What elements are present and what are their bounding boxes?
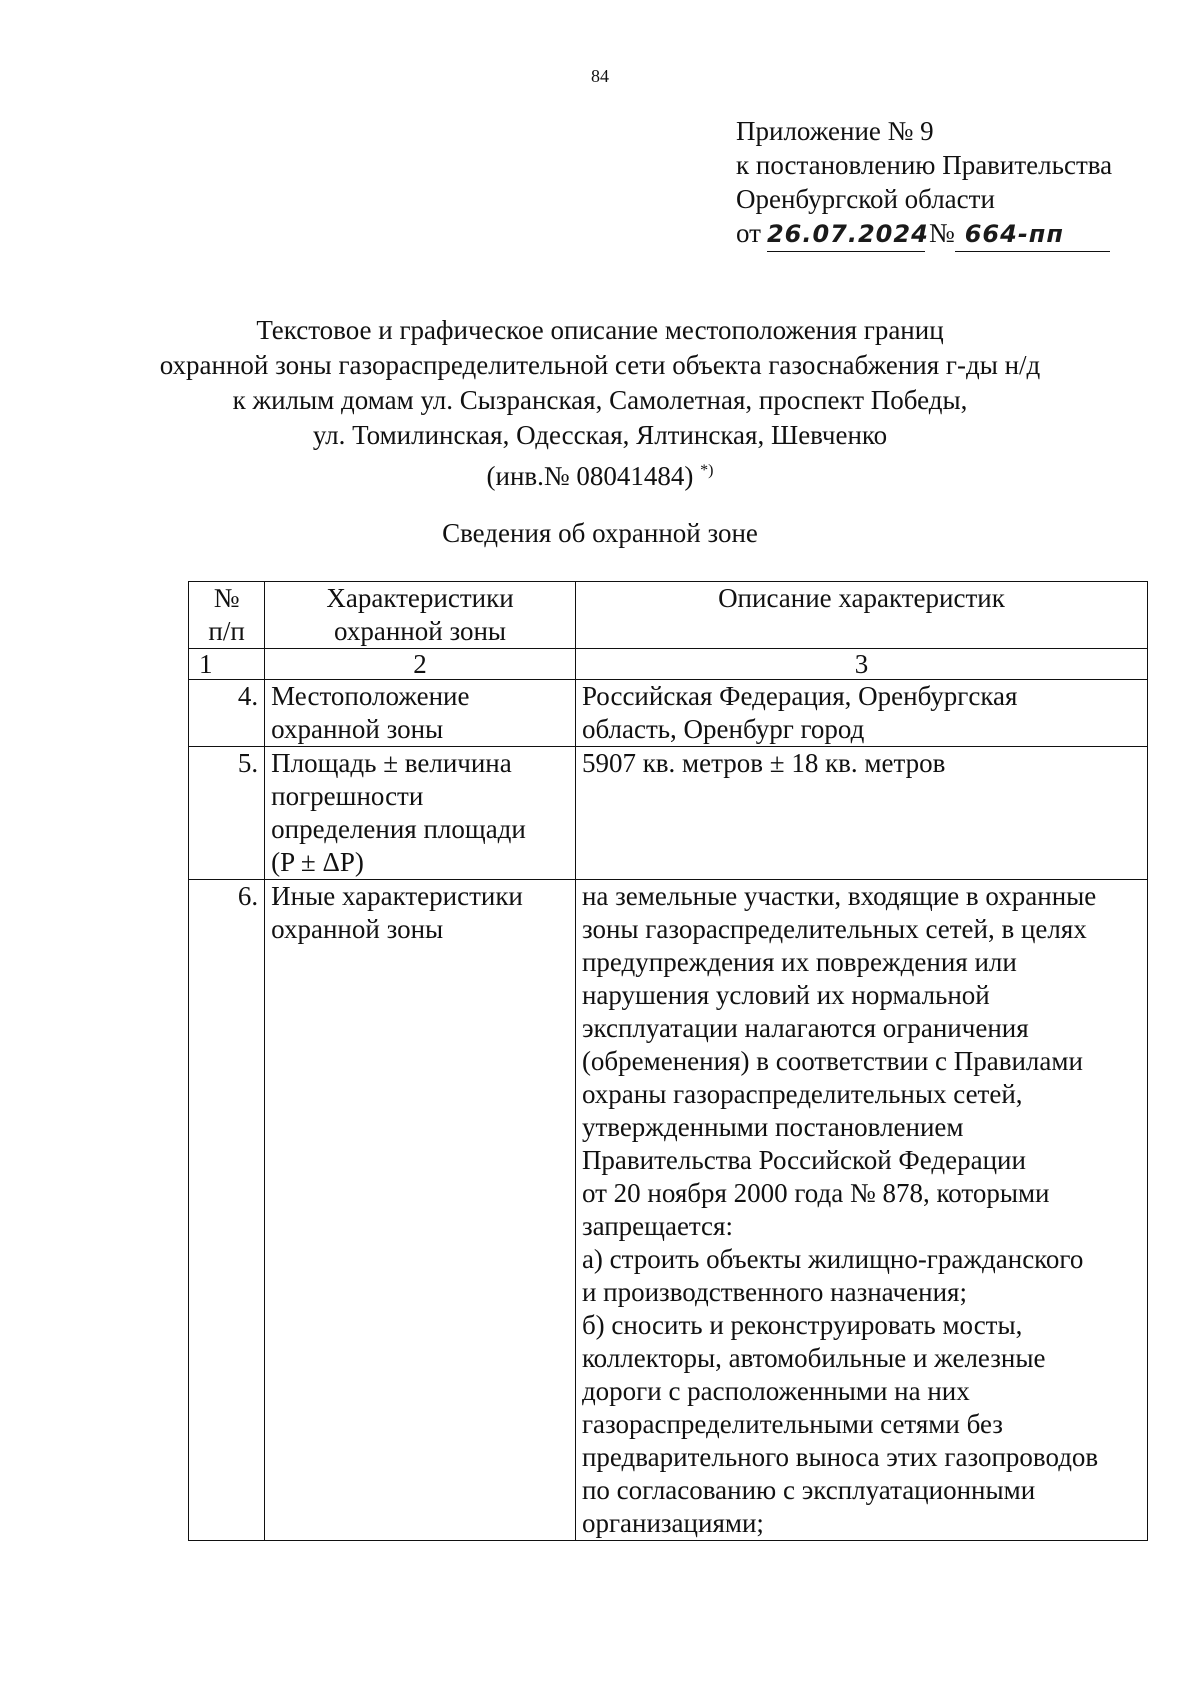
page-number: 84 — [591, 66, 609, 86]
appendix-line-4 — [736, 216, 1112, 252]
footnote-mark: *) — [700, 462, 714, 479]
table-row — [189, 747, 1148, 880]
row-characteristic-line: охранной зоны — [271, 714, 444, 744]
title-line-2: охранной зоны газораспределительной сети объекта газоснабжения г-ды н/д — [159, 350, 1041, 380]
row-description-line: газораспределительными сетями без — [581, 1409, 1003, 1439]
row-description-line: предупреждения их повреждения или — [581, 947, 1017, 977]
row-description-line: коллекторы, автомобильные и железные — [581, 1343, 1046, 1373]
row-description-line: б) сносить и реконструировать мосты, — [581, 1310, 1023, 1340]
header-col-number-line-1: № — [213, 583, 240, 613]
column-number-2: 2 — [265, 649, 576, 680]
header-col-characteristic-line-1: Характеристики — [326, 583, 514, 613]
row-description-line: нарушения условий их нормальной — [581, 980, 990, 1010]
appendix-block — [736, 114, 1112, 252]
column-number-1: 1 — [189, 649, 265, 680]
row-characteristic-line: определения площади — [271, 814, 526, 844]
title-line-4: ул. Томилинская, Одесская, Ялтинская, Шевченко — [312, 420, 888, 450]
row-characteristic — [265, 880, 576, 1541]
title-line-1: Текстовое и графическое описание местоположения границ — [256, 315, 944, 345]
inventory-number: (инв.№ 08041484) — [486, 461, 694, 491]
row-description-line: эксплуатации налагаются ограничения — [581, 1013, 1029, 1043]
row-description-line: от 20 ноября 2000 года № 878, которыми — [581, 1178, 1050, 1208]
row-description-line: а) строить объекты жилищно-гражданского — [581, 1244, 1084, 1274]
row-description-line: запрещается: — [581, 1211, 733, 1241]
row-characteristic-line: погрешности — [271, 781, 424, 811]
column-number-row — [189, 649, 1148, 680]
table-row — [189, 880, 1148, 1541]
section-subtitle: Сведения об охранной зоне — [442, 518, 758, 548]
header-col-characteristic-line-2: охранной зоны — [334, 616, 507, 646]
header-col-description: Описание характеристик — [575, 582, 1147, 649]
number-label: № — [928, 218, 955, 248]
row-characteristic — [265, 747, 576, 880]
title-line-5 — [0, 453, 1200, 494]
row-characteristic-line: Местоположение — [271, 681, 470, 711]
row-description — [575, 680, 1147, 747]
row-number: 4. — [189, 680, 265, 747]
header-col-number — [189, 582, 265, 649]
appendix-line-1: Приложение № 9 — [736, 116, 934, 146]
appendix-line-3: Оренбургской области — [736, 184, 995, 214]
table-row — [189, 680, 1148, 747]
header-col-number-line-2: п/п — [208, 616, 245, 646]
row-description-line: Российская Федерация, Оренбургская — [581, 681, 1018, 711]
column-number-3: 3 — [575, 649, 1147, 680]
row-number: 5. — [189, 747, 265, 880]
title-line-3: к жилым домам ул. Сызранская, Самолетная, проспект Победы, — [232, 385, 968, 415]
row-description-line: Правительства Российской Федерации — [581, 1145, 1026, 1175]
from-label: от — [736, 218, 761, 248]
row-characteristic-line: Площадь ± величина — [271, 748, 512, 778]
row-description-line: (обременения) в соответствии с Правилами — [581, 1046, 1083, 1076]
handwritten-number: 664-пп — [955, 217, 1110, 252]
row-description-line: на земельные участки, входящие в охранные — [581, 881, 1097, 911]
table-header-row — [189, 582, 1148, 649]
row-characteristic-line: (P ± ΔP) — [271, 847, 364, 877]
row-number: 6. — [189, 880, 265, 1541]
row-description-line: предварительного выноса этих газопроводов — [581, 1442, 1099, 1472]
row-description-line: 5907 кв. метров ± 18 кв. метров — [581, 748, 946, 778]
appendix-line-2: к постановлению Правительства — [736, 150, 1113, 180]
row-description-line: область, Оренбург город — [581, 714, 865, 744]
row-characteristic-line: охранной зоны — [271, 914, 444, 944]
row-description-line: зоны газораспределительных сетей, в целях — [581, 914, 1087, 944]
row-description-line: организациями; — [581, 1508, 764, 1538]
row-characteristic-line: Иные характеристики — [271, 881, 523, 911]
row-description-line: утвержденными постановлением — [581, 1112, 964, 1142]
row-characteristic — [265, 680, 576, 747]
header-col-characteristic — [265, 582, 576, 649]
row-description-line: и производственного назначения; — [581, 1277, 967, 1307]
handwritten-date: 26.07.2024 — [767, 217, 925, 252]
row-description — [575, 747, 1147, 880]
row-description — [575, 880, 1147, 1541]
zone-info-table — [188, 581, 1148, 1541]
row-description-line: по согласованию с эксплуатационными — [581, 1475, 1036, 1505]
row-description-line: охраны газораспределительных сетей, — [581, 1079, 1023, 1109]
document-title — [0, 313, 1200, 494]
row-description-line: дороги с расположенными на них — [581, 1376, 970, 1406]
